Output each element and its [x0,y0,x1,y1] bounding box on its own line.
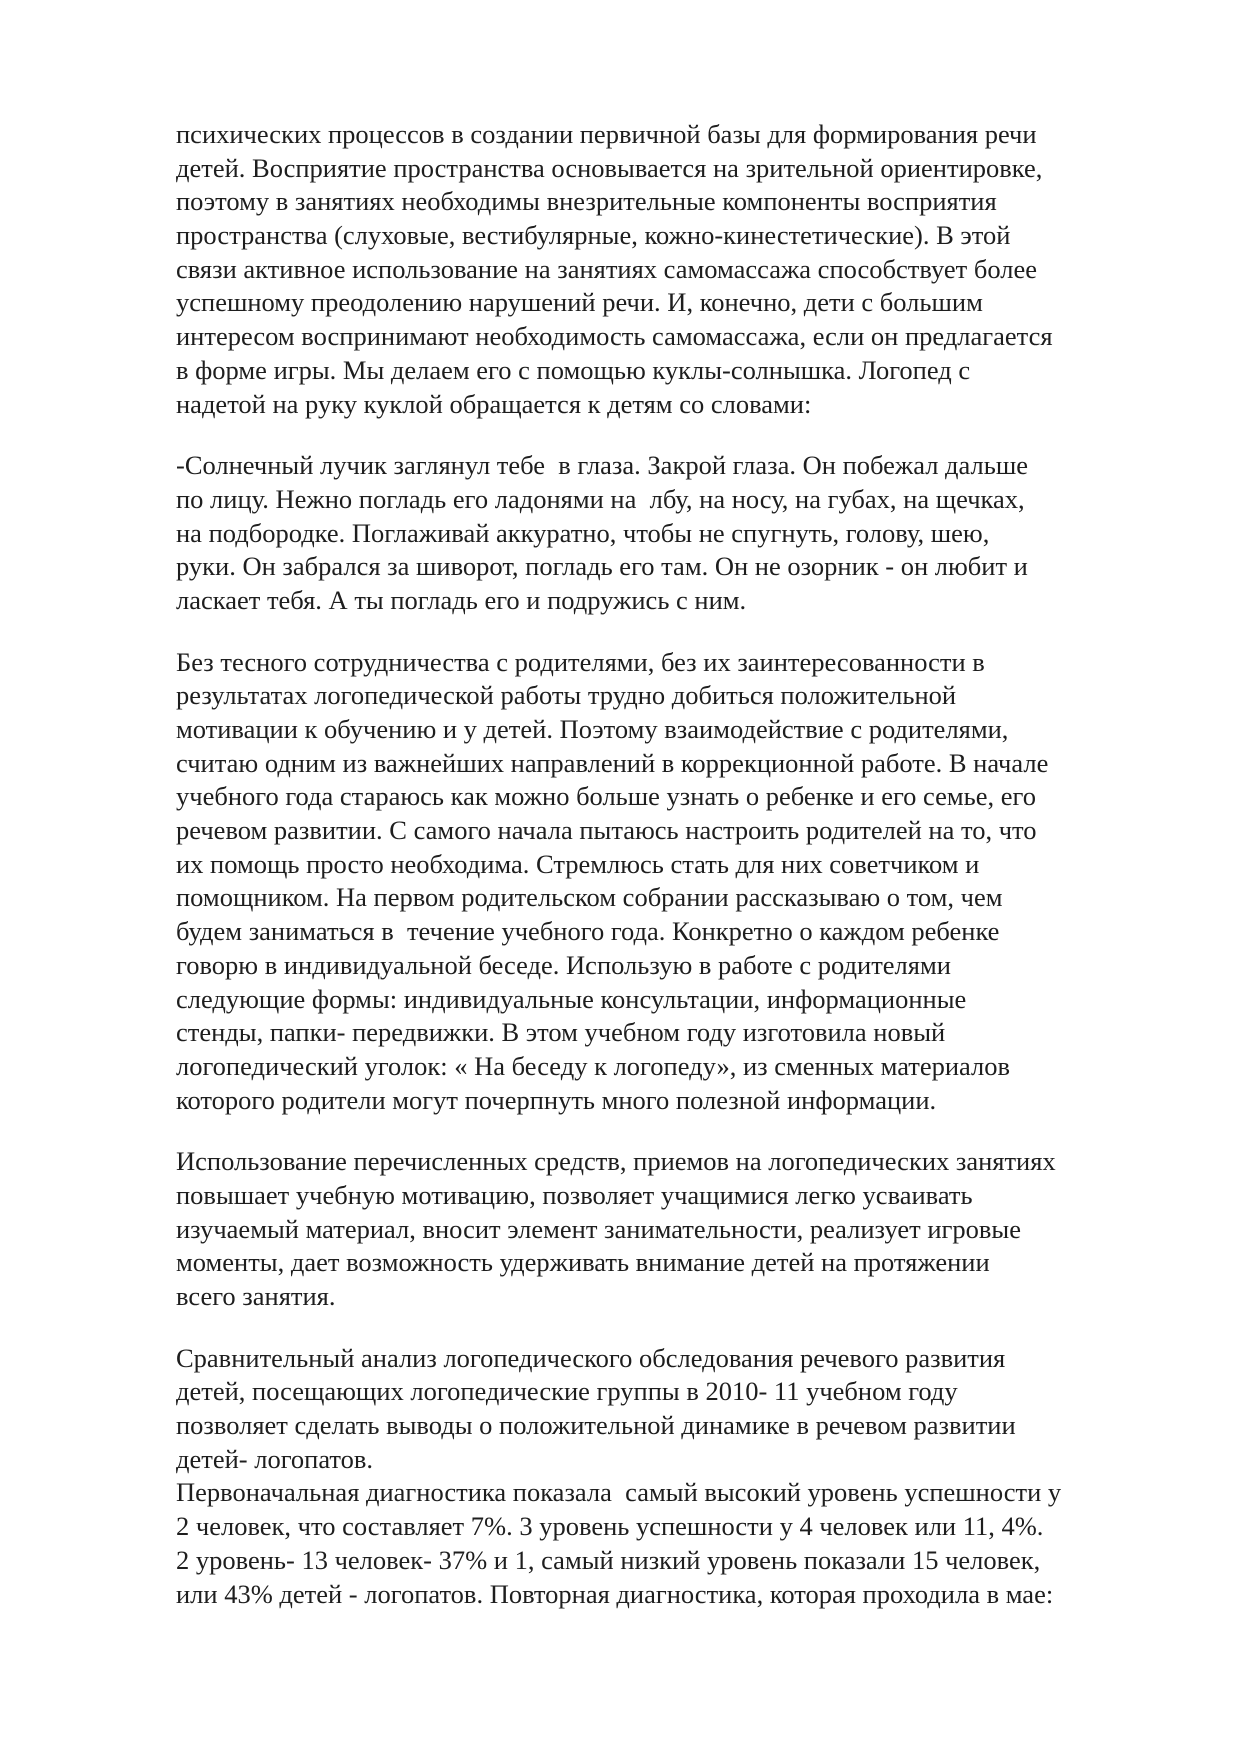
text-line: детей. Восприятие пространства основывается на зрительной ориентировке, [176,152,1043,183]
paragraph-methods-usage [176,1145,1176,1313]
text-line: связи активное использование на занятиях самомассажа способствует более [176,253,1037,284]
text-line: психических процессов в создании первичной базы для формирования речи [176,119,1037,149]
text-line: руки. Он забрался за шиворот, погладь его там. Он не озорник - он любит и [176,551,1028,582]
text-line: говорю в индивидуальной беседе. Использую в работе с родителями [176,949,951,980]
text-line: в форме игры. Мы делаем его с помощью куклы-солнышка. Логопед с [176,354,971,385]
text-line: изучаемый материал, вносит элемент занимательности, реализует игровые [176,1213,1021,1244]
text-line: которого родители могут почерпнуть много полезной информации. [176,1084,937,1115]
document-body [176,118,1176,1611]
text-line: моменты, дает возможность удерживать внимание детей на протяжении [176,1247,990,1278]
text-line: по лицу. Нежно погладь его ладонями на лбу, на носу, на губах, на щечках, [176,483,1025,514]
text-line: всего занятия. [176,1281,336,1311]
text-line: результатах логопедической работы трудно добиться положительной [176,680,957,711]
paragraph-comparative-analysis [176,1342,1176,1477]
text-line: успешному преодолению нарушений речи. И, конечно, дети с большим [176,287,983,318]
text-line: повышает учебную мотивацию, позволяет учащимися легко усваивать [176,1179,973,1210]
text-line: детей- логопатов. [176,1443,374,1474]
text-line: поэтому в занятиях необходимы внезрительные компоненты восприятия [176,186,997,217]
text-line: -Солнечный лучик заглянул тебе в глаза. Закрой глаза. Он побежал дальше [176,450,1028,481]
text-line: учебного года стараюсь как можно больше узнать о ребенке и его семье, его [176,781,1036,812]
text-line: мотивации к обучению и у детей. Поэтому взаимодействие с родителями, [176,714,1009,744]
text-line: речевом развитии. С самого начала пытаюсь настроить родителей на то, что [176,815,1037,846]
paragraph-psychic-processes [176,118,1176,421]
paragraph-spacer [176,421,1176,449]
paragraph-diagnostics-results [176,1476,1176,1611]
text-line: Сравнительный анализ логопедического обследования речевого развития [176,1342,1006,1373]
text-line: пространства (слуховые, вестибулярные, кожно-кинестетические). В этой [176,220,1011,251]
text-line: 2 человек, что составляет 7%. 3 уровень успешности у 4 человек или 11, 4%. [176,1511,1044,1542]
text-line: их помощь просто необходима. Стремлюсь стать для них советчиком и [176,848,980,879]
text-line: надетой на руку куклой обращается к детям со словами: [176,388,812,419]
text-line: следующие формы: индивидуальные консультации, информационные [176,983,967,1014]
text-line: помощником. На первом родительском собрании рассказываю о том, чем [176,882,1003,913]
text-line: интересом воспринимают необходимость самомассажа, если он предлагается [176,321,1053,352]
text-line: Использование перечисленных средств, приемов на логопедических занятиях [176,1146,1056,1177]
text-line: Без тесного сотрудничества с родителями, без их заинтересованности в [176,646,985,677]
text-line: детей, посещающих логопедические группы в 2010- 11 учебном году [176,1376,958,1407]
paragraph-spacer [176,618,1176,646]
text-line: на подбородке. Поглаживай аккуратно, чтобы не спугнуть, голову, шею, [176,517,990,548]
text-line: Первоначальная диагностика показала самый высокий уровень успешности у [176,1477,1062,1508]
text-line: или 43% детей - логопатов. Повторная диагностика, которая проходила в мае: [176,1578,1054,1609]
paragraph-parents-cooperation [176,646,1176,1118]
text-line: 2 уровень- 13 человек- 37% и 1, самый низкий уровень показали 15 человек, [176,1544,1041,1575]
paragraph-sun-ray-massage [176,449,1176,617]
text-line: позволяет сделать выводы о положительной динамике в речевом развитии [176,1410,1016,1441]
text-line: ласкает тебя. А ты погладь его и подружись с ним. [176,584,747,615]
paragraph-spacer [176,1314,1176,1342]
text-line: считаю одним из важнейших направлений в коррекционной работе. В начале [176,747,1049,778]
paragraph-spacer [176,1117,1176,1145]
text-line: стенды, папки- передвижки. В этом учебном году изготовила новый [176,1017,946,1048]
text-line: будем заниматься в течение учебного года. Конкретно о каждом ребенке [176,916,1000,947]
text-line: логопедический уголок: « На беседу к логопеду», из сменных материалов [176,1050,1011,1081]
